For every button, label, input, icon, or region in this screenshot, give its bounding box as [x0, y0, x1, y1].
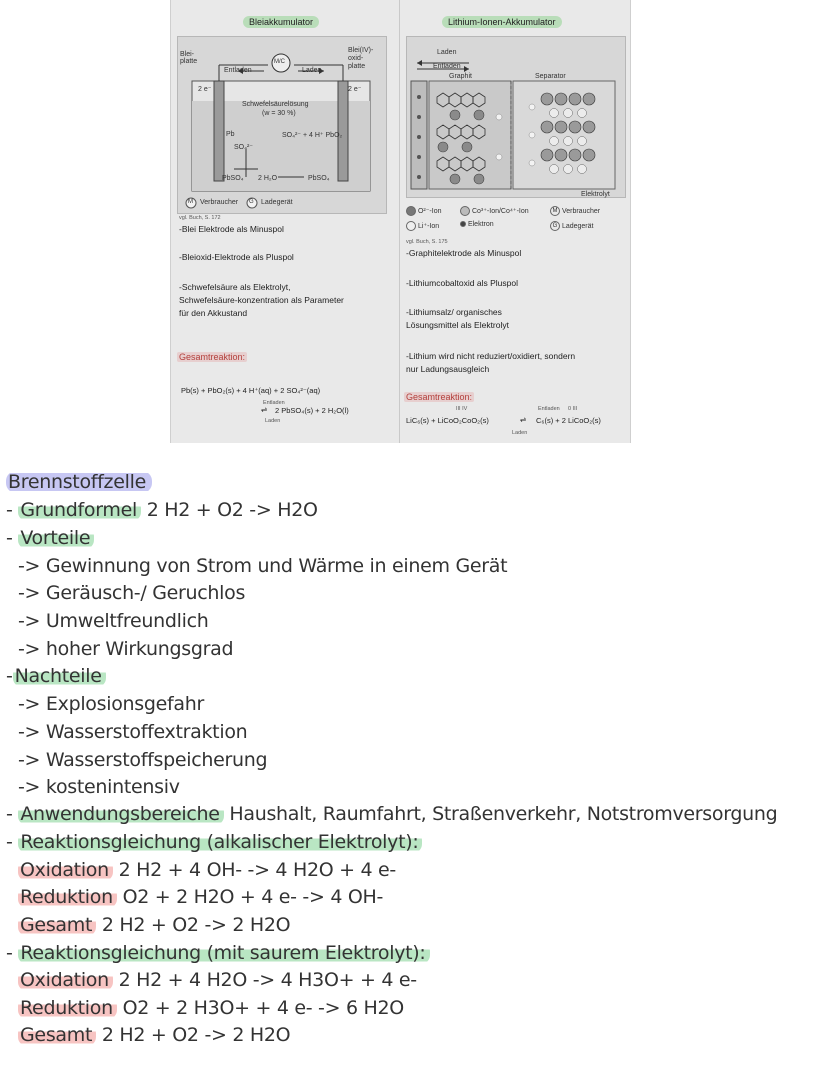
- acidic-oxidation-equation: 2 H2 + 4 H2O -> 4 H3O+ + 4 e-: [118, 969, 417, 991]
- note-lithium-cobalt-oxide: -Lithiumcobaltoxid als Pluspol: [406, 278, 518, 288]
- lithium-ion-drawing: [407, 37, 625, 197]
- disadvantage-item: -> kostenintensiv: [18, 776, 180, 798]
- advantages-label: Vorteile: [18, 527, 94, 549]
- legend-consumer-label: Verbraucher: [561, 207, 601, 215]
- legend-consumer: [550, 206, 600, 216]
- alkaline-reaction-label: [18, 831, 422, 853]
- legend-electron-label: Elektron: [467, 221, 494, 228]
- basic-formula-line: [6, 499, 318, 521]
- advantage-item: -> Gewinnung von Strom und Wärme in einem Gerät: [18, 555, 508, 577]
- applications-line: [6, 803, 777, 825]
- charger-symbol: G: [249, 199, 254, 205]
- alkaline-oxidation-line: [18, 859, 396, 881]
- lead-sulfate-left-label: PbSO₄: [222, 175, 244, 182]
- bullet-dash: -: [6, 527, 13, 549]
- disadvantages-heading: [6, 665, 106, 687]
- consumer-legend: Verbraucher: [200, 199, 239, 206]
- reduction-label: Reduktion: [18, 997, 117, 1019]
- bullet-dash: -: [6, 831, 13, 853]
- alkaline-reaction-heading: [6, 831, 422, 853]
- note-lead-oxide-electrode: -Bleioxid-Elektrode als Pluspol: [179, 252, 294, 262]
- lithium-ion-title: Lithium-Ionen-Akkumulator: [442, 16, 562, 28]
- legend-oxide-ion-label: O²⁻-Ion: [417, 207, 442, 215]
- consumer-charger-symbol: M/C: [274, 59, 285, 65]
- advantages-heading: [6, 527, 94, 549]
- alkaline-reduction-line: [18, 886, 383, 908]
- note-graphite-electrode: -Graphitelektrode als Minuspol: [406, 248, 522, 258]
- electrolyte-label: Elektrolyt: [581, 191, 610, 198]
- applications-label: Anwendungsbereiche: [18, 803, 223, 825]
- oxidation-label: Oxidation: [18, 859, 113, 881]
- advantage-item: -> hoher Wirkungsgrad: [18, 638, 234, 660]
- advantage-item: -> Umweltfreundlich: [18, 610, 209, 632]
- acidic-total-line: [18, 1024, 290, 1046]
- acidic-oxidation-line: [18, 969, 417, 991]
- legend-cobalt-ion-label: Co³⁺-Ion/Co⁴⁺-Ion: [471, 207, 529, 215]
- graphite-label: Graphit: [449, 73, 472, 80]
- water-label: 2 H₂O: [258, 175, 278, 182]
- legend-consumer-symbol: M: [550, 206, 560, 216]
- lead-sulfate-right-label: PbSO₄: [308, 175, 330, 182]
- li-equation-charge: Laden: [512, 430, 528, 436]
- book-reference-left: vgl. Buch, S. 172: [179, 215, 221, 221]
- note-concentration: Schwefelsäure-konzentration als Parameter: [179, 295, 344, 305]
- legend-charger-symbol: G: [550, 221, 560, 231]
- reduction-label: Reduktion: [18, 886, 117, 908]
- discharge-label: Entladen: [224, 67, 252, 74]
- colon: :: [419, 942, 426, 964]
- lead-oxide-plate-label: Blei(IV)- oxid- platte: [348, 47, 374, 70]
- applications-text: Haushalt, Raumfahrt, Straßenverkehr, Notstromversorgung: [229, 803, 778, 825]
- charge-label: Laden: [302, 67, 322, 74]
- bullet-dash: -: [6, 803, 13, 825]
- basic-formula-label: Grundformel: [18, 499, 141, 521]
- disadvantage-item: -> Wasserstoffextraktion: [18, 721, 248, 743]
- oxidation-label: Oxidation: [18, 969, 113, 991]
- acidic-total-equation: 2 H2 + O2 -> 2 H2O: [101, 1024, 291, 1046]
- alkaline-oxidation-equation: 2 H2 + 4 OH- -> 4 H2O + 4 e-: [118, 859, 396, 881]
- note-solvent: Lösungsmittel als Elektrolyt: [406, 320, 509, 330]
- acidic-reaction-label: [18, 942, 429, 964]
- li-equation-reactants: LiC₆(s) + LiCoO₂CoO₂(s): [406, 416, 489, 425]
- concentration-label: (w = 30 %): [262, 110, 296, 117]
- lead-accumulator-column: [171, 0, 397, 443]
- acidic-reaction-text: Reaktionsgleichung (mit saurem Elektrolyt): [20, 942, 420, 964]
- charger-legend: Ladegerät: [261, 199, 293, 206]
- lead-accumulator-diagram: [177, 36, 387, 214]
- legend-electron: [460, 221, 494, 228]
- bullet-dash: -: [6, 942, 13, 964]
- lead-plate-label: Blei- platte: [180, 51, 198, 65]
- li-oxidation-marks-right: 0 III: [568, 406, 578, 412]
- note-lead-electrode: -Blei Elektrode als Minuspol: [179, 224, 284, 234]
- total-label: Gesamt: [18, 914, 96, 936]
- note-charge-balance: nur Ladungsausgleich: [406, 364, 490, 374]
- sulfuric-acid-solution-label: Schwefelsäurelösung: [242, 101, 309, 108]
- legend-lithium-ion: [406, 221, 439, 231]
- legend-cobalt-ion: [460, 206, 529, 216]
- li-charge-label: Laden: [437, 49, 457, 56]
- li-equation-arrow: ⇌: [520, 415, 527, 424]
- lead-equation-products: 2 PbSO₄(s) + 2 H₂O(l): [275, 406, 349, 415]
- disadvantage-item: -> Explosionsgefahr: [18, 693, 205, 715]
- acidic-reaction-heading: [6, 942, 430, 964]
- li-equation-products: C₆(s) + 2 LiCoO₂(s): [536, 416, 601, 425]
- note-sulfuric-acid: -Schwefelsäure als Elektrolyt,: [179, 282, 291, 292]
- separator-label: Separator: [535, 73, 566, 80]
- alkaline-total-line: [18, 914, 290, 936]
- alkaline-reaction-text: Reaktionsgleichung (alkalischer Elektrolyt): [20, 831, 413, 853]
- note-lithium-salt: -Lithiumsalz/ organisches: [406, 307, 502, 317]
- electrons-right-label: 2 e⁻: [348, 86, 362, 93]
- reaction-right-label: SO₄²⁻ + 4 H⁺ PbO₂: [282, 132, 343, 139]
- consumer-symbol: M: [188, 199, 193, 205]
- bullet-dash: -: [6, 499, 13, 521]
- disadvantages-label: Nachteile: [13, 665, 106, 687]
- colon: :: [412, 831, 419, 853]
- legend-charger-label: Ladegerät: [561, 222, 594, 230]
- section-title: [6, 471, 152, 493]
- lead-overall-reaction-label: Gesamtreaktion:: [179, 352, 246, 362]
- scanned-textbook-page: [170, 0, 631, 443]
- lead-equation-reactants: Pb(s) + PbO₂(s) + 4 H⁺(aq) + 2 SO₄²⁻(aq): [181, 386, 321, 395]
- li-oxidation-marks-left: III IV: [456, 406, 468, 412]
- lithium-ion-column: [399, 0, 631, 443]
- lead-accumulator-title: Bleiakkumulator: [243, 16, 319, 28]
- lead-equation-charge: Laden: [265, 418, 281, 424]
- alkaline-reduction-equation: O2 + 2 H2O + 4 e- -> 4 OH-: [122, 886, 384, 908]
- lead-equation-arrow: ⇌: [261, 405, 268, 414]
- electrons-left-label: 2 e⁻: [198, 86, 212, 93]
- li-equation-discharge: Entladen: [538, 406, 560, 412]
- lead-label: Pb: [226, 131, 235, 138]
- acidic-reduction-equation: O2 + 2 H3O+ + 4 e- -> 6 H2O: [122, 997, 404, 1019]
- note-lithium-not-reduced: -Lithium wird nicht reduziert/oxidiert, sondern: [406, 351, 576, 361]
- li-discharge-label: Entladen: [433, 63, 461, 70]
- legend-lithium-ion-label: Li⁺-Ion: [417, 222, 440, 230]
- disadvantage-item: -> Wasserstoffspeicherung: [18, 749, 268, 771]
- basic-formula: 2 H2 + O2 -> H2O: [146, 499, 318, 521]
- fuel-cell-title: Brennstoffzelle: [6, 471, 152, 493]
- lead-equation-discharge: Entladen: [263, 400, 285, 406]
- note-charge-state: für den Akkustand: [179, 308, 248, 318]
- total-label: Gesamt: [18, 1024, 96, 1046]
- legend-charger: [550, 221, 593, 231]
- li-overall-reaction-label: Gesamtreaktion:: [406, 392, 473, 402]
- legend-oxide-ion: [406, 206, 442, 216]
- lithium-ion-diagram: [406, 36, 626, 198]
- advantage-item: -> Geräusch-/ Geruchlos: [18, 582, 246, 604]
- acidic-reduction-line: [18, 997, 404, 1019]
- sulfate-ion-label: SO₄²⁻: [234, 144, 253, 151]
- alkaline-total-equation: 2 H2 + O2 -> 2 H2O: [101, 914, 291, 936]
- bullet-dash: -: [6, 665, 13, 687]
- book-reference-right: vgl. Buch, S. 175: [406, 239, 448, 245]
